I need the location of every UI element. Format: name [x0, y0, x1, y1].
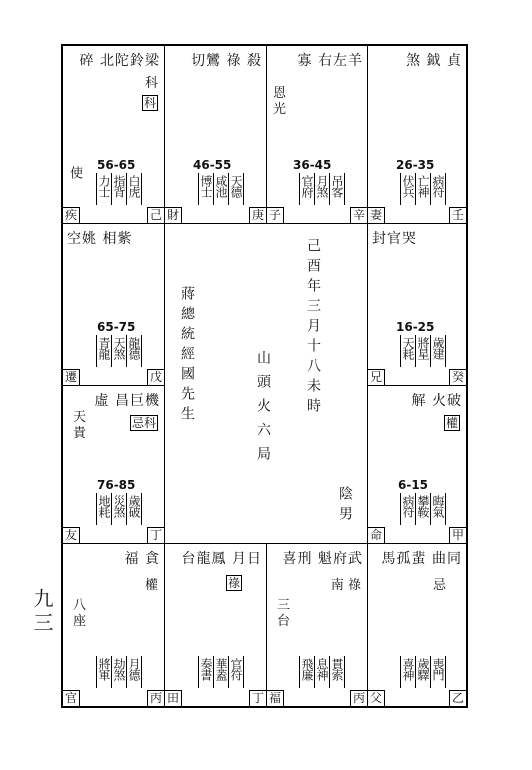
bottom-star: 將軍 — [96, 656, 111, 688]
main-stars: 煞 鉞 貞 — [406, 53, 462, 69]
bottom-star: 龍德 — [126, 335, 142, 367]
palace-label: 命 — [368, 527, 385, 543]
branch-label: 辛 — [350, 207, 367, 223]
bottom-star: 喜神 — [400, 656, 415, 688]
branch-label: 丁 — [249, 690, 266, 706]
bottom-star: 亡神 — [415, 173, 430, 205]
age-range: 26-35 — [396, 158, 435, 172]
bottom-star: 天德 — [228, 173, 244, 205]
age-range: 76-85 — [97, 478, 136, 492]
star-tag-boxed: 科 — [143, 96, 156, 110]
star-tag-boxed: 忌科 — [131, 416, 156, 430]
bottom-star: 將星 — [415, 335, 430, 367]
branch-label: 甲 — [449, 527, 466, 543]
palace-label: 田 — [165, 690, 182, 706]
bottom-star: 劫煞 — [111, 656, 126, 688]
bottom-star: 伏兵 — [400, 173, 415, 205]
bottom-star: 災煞 — [111, 493, 126, 525]
main-stars: 馬孤蜚 曲同 — [381, 551, 462, 567]
page-number: 九三 — [30, 588, 54, 636]
bottom-star: 吊客 — [329, 173, 345, 205]
branch-label: 癸 — [449, 369, 466, 385]
palace-label: 財 — [165, 207, 182, 223]
bottom-star: 天煞 — [111, 335, 126, 367]
bottom-star: 飛廉 — [299, 656, 314, 688]
age-range: 65-75 — [97, 320, 136, 334]
palace-cell-xu — [368, 386, 466, 543]
palace-label: 兄 — [368, 369, 385, 385]
bottom-stars — [299, 656, 345, 688]
bottom-star: 天耗 — [400, 335, 415, 367]
star-tag: 忌 — [432, 578, 446, 593]
palace-label: 疾 — [63, 207, 80, 223]
minor-star: 恩光 — [273, 86, 287, 117]
palace-cell-chou — [165, 544, 266, 706]
main-stars: 切鸞 祿 殺 — [191, 53, 262, 69]
main-stars: 台龍鳳 月日 — [181, 551, 262, 567]
star-tag-boxed: 祿 — [227, 576, 240, 590]
branch-label: 庚 — [249, 207, 266, 223]
bottom-star: 白虎 — [126, 173, 142, 205]
bottom-star: 歲建 — [430, 335, 446, 367]
branch-label: 乙 — [449, 690, 466, 706]
bottom-star: 病符 — [430, 173, 446, 205]
bottom-star: 歲破 — [126, 493, 142, 525]
bottom-stars — [400, 656, 446, 688]
bottom-star: 病符 — [400, 493, 415, 525]
bottom-stars — [96, 335, 142, 367]
palace-label: 官 — [63, 690, 80, 706]
birth-info: 己酉年三月十八未時 — [305, 238, 321, 418]
bottom-stars — [96, 656, 142, 688]
minor-star: 天貴 — [73, 410, 87, 441]
main-stars: 福 貪 — [124, 551, 160, 567]
age-range: 56-65 — [97, 158, 136, 172]
main-stars: 空姚 相紫 — [67, 231, 133, 247]
bottom-star: 博士 — [198, 173, 213, 205]
palace-cell-chen — [63, 224, 164, 385]
bottom-star: 官府 — [299, 173, 314, 205]
palace-cell-shen — [368, 46, 466, 223]
bottom-star: 月德 — [126, 656, 142, 688]
age-range: 36-45 — [293, 158, 332, 172]
branch-label: 丙 — [350, 690, 367, 706]
gender: 陰男 — [337, 486, 353, 526]
bottom-stars — [400, 173, 446, 205]
star-tag-boxed: 權 — [445, 416, 458, 430]
palace-cell-yin — [63, 544, 164, 706]
minor-star: 三台 — [277, 598, 291, 629]
bottom-star: 月煞 — [314, 173, 329, 205]
bottom-star: 青龍 — [96, 335, 111, 367]
main-stars: 虛 昌巨機 — [94, 393, 160, 409]
main-stars: 解 火破 — [411, 393, 462, 409]
star-tag: 南 祿 — [330, 578, 361, 593]
palace-cell-si — [63, 46, 164, 223]
subject-name: 蔣總統經國先生 — [179, 286, 195, 426]
age-range: 46-55 — [193, 158, 232, 172]
bottom-star: 晦氣 — [430, 493, 446, 525]
bottom-star: 歲驛 — [415, 656, 430, 688]
minor-star: 八座 — [73, 598, 87, 629]
age-range: 6-15 — [398, 478, 429, 492]
main-stars: 喜刑 魁府武 — [282, 551, 363, 567]
bottom-star: 息神 — [314, 656, 329, 688]
palace-label: 父 — [368, 690, 385, 706]
element-bureau: 山頭火六局 — [255, 350, 271, 470]
bottom-star: 地耗 — [96, 493, 111, 525]
palace-cell-wei — [267, 46, 367, 223]
star-tag: 科 — [144, 76, 158, 91]
branch-label: 丁 — [147, 527, 164, 543]
bottom-star: 指背 — [111, 173, 126, 205]
palace-label: 福 — [267, 690, 284, 706]
main-stars: 碎 北陀鈴梁 — [79, 53, 160, 69]
main-stars: 封官哭 — [372, 231, 417, 247]
age-range: 16-25 — [396, 320, 435, 334]
palace-label: 友 — [63, 527, 80, 543]
star-tag: 權 — [144, 578, 158, 593]
bottom-star: 力士 — [96, 173, 111, 205]
bottom-star: 貫索 — [329, 656, 345, 688]
palace-cell-you — [368, 224, 466, 385]
bottom-star: 攀鞍 — [415, 493, 430, 525]
main-stars: 寡 右左羊 — [297, 53, 363, 69]
branch-label: 己 — [147, 207, 164, 223]
bottom-stars — [299, 173, 345, 205]
palace-label: 妻 — [368, 207, 385, 223]
palace-label: 遷 — [63, 369, 80, 385]
palace-label: 子 — [267, 207, 284, 223]
bottom-stars — [198, 173, 244, 205]
branch-label: 壬 — [449, 207, 466, 223]
palace-cell-wu — [165, 46, 266, 223]
palace-cell-hai — [368, 544, 466, 706]
branch-label: 戊 — [147, 369, 164, 385]
bottom-stars — [198, 656, 244, 688]
bottom-stars — [400, 335, 446, 367]
bottom-stars — [96, 173, 142, 205]
bottom-star: 華蓋 — [213, 656, 228, 688]
bottom-stars — [400, 493, 446, 525]
palace-cell-zi — [267, 544, 367, 706]
astrology-chart — [61, 44, 468, 708]
bottom-star: 奏書 — [198, 656, 213, 688]
branch-label: 丙 — [147, 690, 164, 706]
bottom-star: 喪門 — [430, 656, 446, 688]
palace-cell-mao — [63, 386, 164, 543]
minor-star: 使 — [67, 166, 82, 179]
bottom-star: 咸池 — [213, 173, 228, 205]
bottom-stars — [96, 493, 142, 525]
bottom-star: 官符 — [228, 656, 244, 688]
